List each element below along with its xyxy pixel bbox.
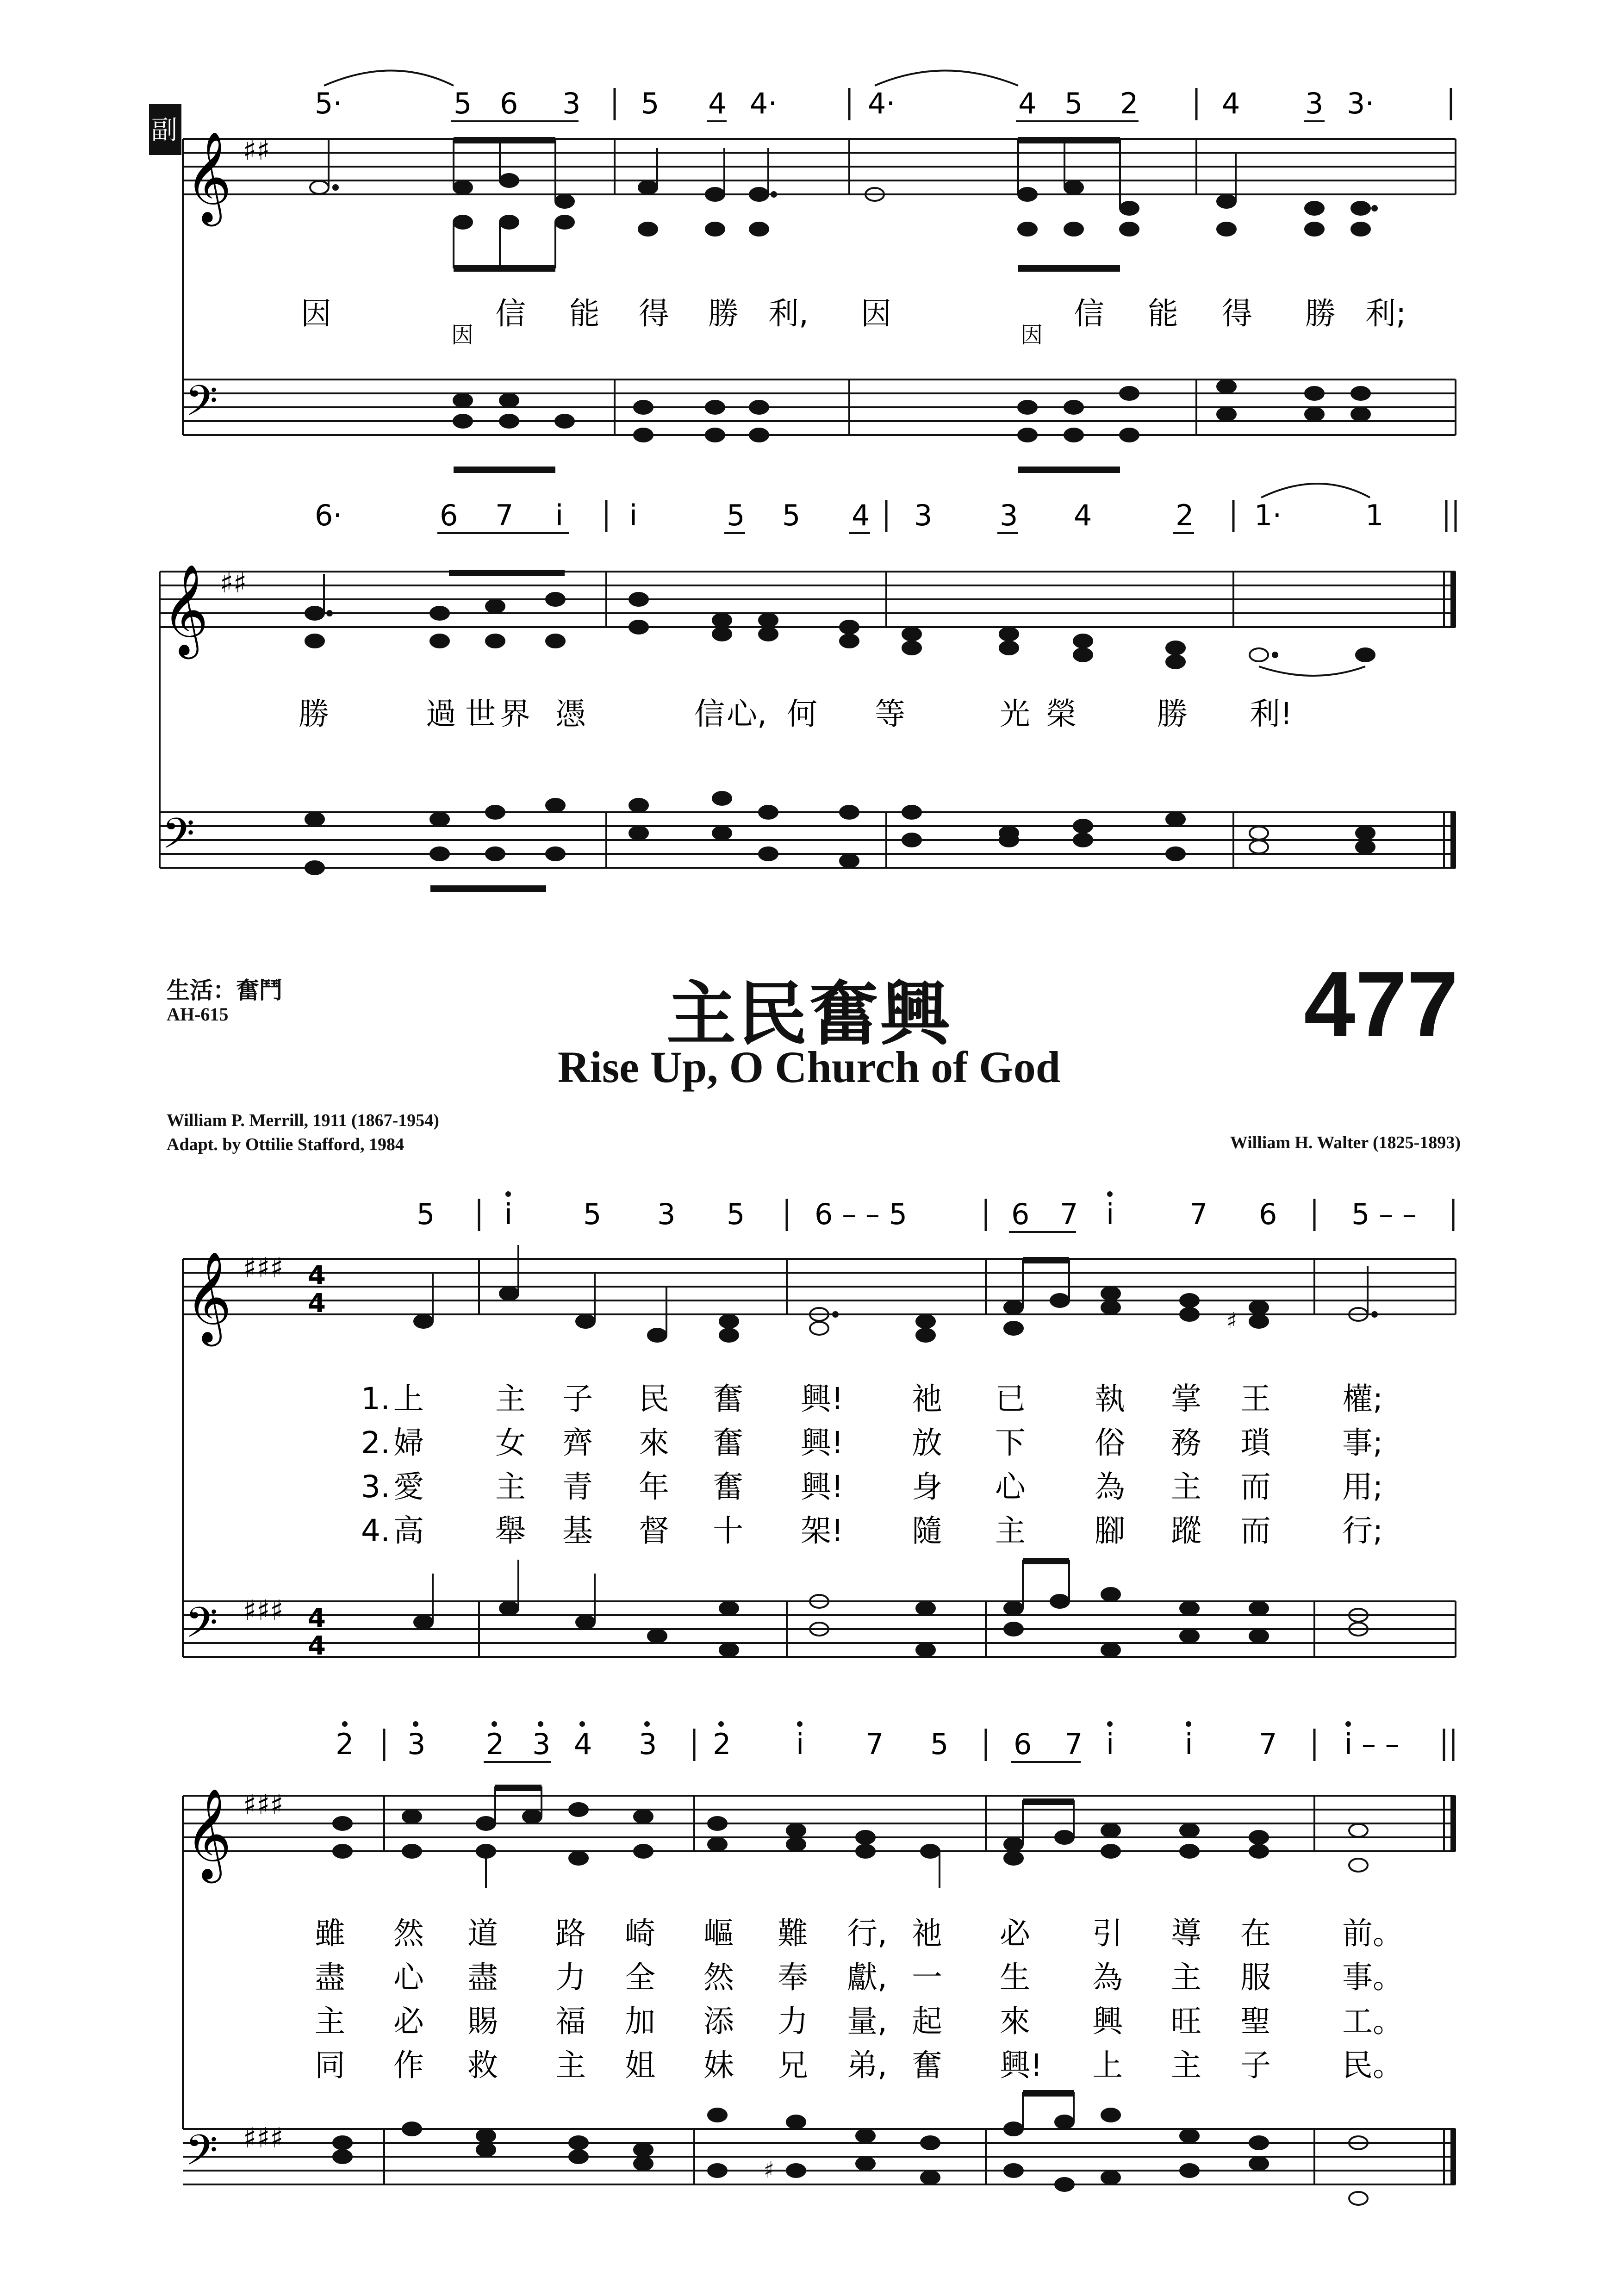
svg-text:i: i	[1106, 1727, 1114, 1761]
svg-text:1: 1	[1365, 498, 1384, 532]
svg-text:興!: 興!	[1000, 2047, 1043, 2083]
hymn-477-score	[0, 1157, 1618, 2291]
svg-text:妹: 妹	[703, 2047, 734, 2083]
svg-text:瑣: 瑣	[1240, 1425, 1271, 1461]
svg-text:3: 3	[562, 87, 581, 120]
verse-1-line-1	[361, 1381, 1383, 1417]
svg-text:奮: 奮	[713, 1381, 743, 1417]
svg-text:♯: ♯	[764, 2157, 775, 2183]
treble-clef-icon: 𝄞	[162, 564, 209, 655]
svg-text:2: 2	[486, 1727, 504, 1761]
svg-text:興!: 興!	[801, 1425, 844, 1461]
hymn-notes-bass-2	[333, 2092, 1368, 2205]
svg-text:引: 引	[1092, 1916, 1123, 1951]
verse-4-line-1	[361, 1513, 1383, 1549]
svg-text:嶇: 嶇	[703, 1916, 734, 1951]
svg-text:1·: 1·	[1254, 498, 1282, 532]
svg-text:生: 生	[1000, 1960, 1030, 1995]
svg-text:3·: 3·	[1347, 87, 1375, 120]
svg-text:心,: 心,	[727, 696, 767, 732]
svg-text:利;: 利;	[1365, 296, 1406, 331]
svg-text:盡: 盡	[315, 1960, 345, 1995]
svg-text:獻,: 獻,	[847, 1960, 887, 1995]
svg-text:3: 3	[532, 1727, 551, 1761]
svg-text:主: 主	[495, 1381, 526, 1417]
svg-text:3: 3	[914, 498, 933, 532]
svg-text:3: 3	[1000, 498, 1018, 532]
time-signature-icon: 4	[308, 1261, 326, 1291]
svg-text:來: 來	[1000, 2004, 1030, 2039]
treble-clef-icon: 𝄞	[185, 1251, 232, 1343]
svg-text:在: 在	[1240, 1916, 1271, 1951]
svg-text:前。: 前。	[1342, 1916, 1403, 1951]
svg-text:界: 界	[500, 696, 530, 732]
svg-text:執: 執	[1095, 1381, 1125, 1417]
svg-text:子: 子	[562, 1381, 593, 1417]
key-signature-a-major-icon: ♯♯♯	[243, 1789, 284, 1821]
svg-text:上: 上	[393, 1381, 424, 1417]
verse-3-line-2	[315, 2004, 1403, 2039]
svg-text:♯: ♯	[1226, 1308, 1238, 1334]
svg-text:i: i	[1185, 1727, 1193, 1761]
svg-text:腳: 腳	[1095, 1513, 1125, 1549]
svg-text:3: 3	[1305, 87, 1324, 120]
svg-text:何: 何	[787, 696, 817, 732]
svg-text:5: 5	[930, 1727, 949, 1761]
svg-text:2: 2	[1120, 87, 1139, 120]
bass-clef-icon: 𝄢	[185, 1598, 218, 1657]
hymn-verses-block-1	[361, 1381, 1383, 1549]
svg-text:3: 3	[639, 1727, 657, 1761]
key-signature-a-major-icon: ♯♯♯	[243, 2122, 284, 2154]
svg-text:5·: 5·	[315, 87, 342, 120]
verse-1-line-2	[315, 1916, 1403, 1951]
svg-text:道: 道	[467, 1916, 498, 1951]
svg-text:救: 救	[467, 2047, 498, 2083]
svg-text:然: 然	[393, 1916, 424, 1951]
svg-text:等: 等	[875, 696, 905, 732]
svg-text:聖: 聖	[1240, 2004, 1271, 2039]
svg-text:女: 女	[495, 1425, 526, 1461]
svg-text:因: 因	[451, 322, 474, 348]
svg-text:架!: 架!	[801, 1513, 844, 1549]
svg-text:6·: 6·	[315, 498, 342, 532]
bass-clef-icon: 𝄢	[162, 809, 195, 868]
svg-text:身: 身	[912, 1469, 942, 1505]
svg-text:事;: 事;	[1342, 1425, 1383, 1461]
svg-text:祂: 祂	[912, 1381, 942, 1417]
treble-clef-icon: 𝄞	[185, 1788, 232, 1879]
svg-text:5: 5	[1064, 87, 1083, 120]
prev-treble-staff-1	[183, 139, 1456, 435]
hymn-verses-block-2	[315, 1916, 1403, 2083]
svg-text:俗: 俗	[1095, 1425, 1125, 1461]
svg-text:7: 7	[1189, 1197, 1208, 1231]
svg-text:為: 為	[1095, 1469, 1125, 1505]
verse-2-line-1	[361, 1425, 1383, 1461]
svg-text:放: 放	[912, 1425, 942, 1461]
svg-text:量,: 量,	[847, 2004, 887, 2039]
svg-text:1.: 1.	[361, 1381, 390, 1417]
svg-text:齊: 齊	[562, 1425, 593, 1461]
svg-text:5: 5	[727, 1197, 745, 1231]
svg-text:4·: 4·	[750, 87, 778, 120]
svg-text:4: 4	[852, 498, 870, 532]
svg-text:旺: 旺	[1171, 2004, 1201, 2039]
svg-text:因: 因	[1021, 322, 1043, 348]
svg-text:奮: 奮	[713, 1469, 743, 1505]
svg-text:督: 督	[639, 1513, 669, 1549]
svg-text:弟,: 弟,	[847, 2047, 887, 2083]
svg-text:一: 一	[912, 1960, 942, 1995]
svg-text:民。: 民。	[1342, 2047, 1403, 2083]
svg-text:3: 3	[407, 1727, 426, 1761]
svg-text:能: 能	[1148, 296, 1178, 331]
svg-text:信: 信	[1074, 296, 1104, 331]
svg-text:事。: 事。	[1342, 1960, 1403, 1995]
hymn-code: AH-615	[167, 1004, 229, 1025]
svg-text:i: i	[555, 498, 564, 532]
svg-text:同: 同	[315, 2047, 345, 2083]
svg-text:6: 6	[1014, 1727, 1032, 1761]
svg-text:i: i	[629, 498, 638, 532]
svg-text:3.: 3.	[361, 1469, 390, 1505]
words-credit	[167, 1108, 439, 1157]
svg-text:全: 全	[625, 1960, 655, 1995]
svg-text:5: 5	[727, 498, 745, 532]
svg-text:民: 民	[639, 1381, 669, 1417]
svg-text:i – –: i – –	[1344, 1727, 1400, 1761]
svg-text:信: 信	[694, 696, 725, 732]
time-signature-icon: 4	[308, 1631, 326, 1661]
svg-text:榮: 榮	[1046, 696, 1077, 732]
svg-text:4·: 4·	[868, 87, 896, 120]
svg-text:奉: 奉	[778, 1960, 808, 1995]
svg-text:盡: 盡	[467, 1960, 498, 1995]
svg-text:力: 力	[555, 1960, 586, 1995]
svg-text:必: 必	[1000, 1916, 1030, 1951]
svg-text:服: 服	[1240, 1960, 1271, 1995]
previous-hymn-score	[0, 0, 1618, 926]
svg-text:姐: 姐	[625, 2047, 655, 2083]
svg-text:興!: 興!	[801, 1469, 844, 1505]
svg-text:福: 福	[555, 2004, 586, 2039]
hymn-number: 477	[1304, 952, 1458, 1056]
svg-text:7: 7	[1064, 1727, 1083, 1761]
svg-text:工。: 工。	[1342, 2004, 1403, 2039]
svg-text:7: 7	[495, 498, 514, 532]
svg-text:7: 7	[1259, 1727, 1277, 1761]
key-signature-sharps-icon: ♯♯	[243, 134, 270, 167]
time-signature-icon: 4	[308, 1603, 326, 1633]
svg-text:6: 6	[440, 498, 458, 532]
svg-text:主: 主	[555, 2047, 586, 2083]
svg-text:主: 主	[495, 1469, 526, 1505]
verse-3-line-1	[361, 1469, 1383, 1505]
words-adapter: Adapt. by Ottilie Stafford, 1984	[167, 1135, 404, 1154]
svg-text:已: 已	[995, 1381, 1026, 1417]
svg-text:兄: 兄	[778, 2047, 808, 2083]
svg-text:主: 主	[1171, 2047, 1201, 2083]
svg-text:5 – –: 5 – –	[1351, 1197, 1417, 1231]
svg-text:4: 4	[574, 1727, 592, 1761]
svg-text:3: 3	[657, 1197, 676, 1231]
svg-text:年: 年	[639, 1469, 669, 1505]
svg-text:作: 作	[393, 2047, 424, 2083]
key-signature-a-major-icon: ♯♯♯	[243, 1252, 284, 1284]
svg-text:主: 主	[995, 1513, 1026, 1549]
prev-jianpu-line-2	[315, 484, 1456, 533]
svg-text:2: 2	[713, 1727, 731, 1761]
svg-text:子: 子	[1240, 2047, 1271, 2083]
svg-text:而: 而	[1240, 1469, 1271, 1505]
svg-text:4.: 4.	[361, 1513, 390, 1549]
svg-text:2.: 2.	[361, 1425, 390, 1461]
bass-clef-icon: 𝄢	[185, 376, 218, 436]
treble-clef-icon: 𝄞	[185, 131, 232, 223]
svg-text:高: 高	[393, 1513, 424, 1549]
svg-text:7: 7	[1060, 1197, 1078, 1231]
svg-text:i: i	[796, 1727, 804, 1761]
key-signature-sharps-icon: ♯♯	[220, 567, 247, 599]
svg-text:上: 上	[1092, 2047, 1123, 2083]
svg-text:信: 信	[495, 296, 526, 331]
svg-text:過: 過	[426, 696, 456, 732]
svg-text:難: 難	[778, 1916, 808, 1951]
refrain-label: 副	[151, 115, 177, 145]
svg-text:十: 十	[713, 1513, 743, 1549]
svg-text:4: 4	[1018, 87, 1037, 120]
svg-text:為: 為	[1092, 1960, 1123, 1995]
svg-text:心: 心	[995, 1469, 1026, 1505]
svg-text:i: i	[1106, 1197, 1114, 1231]
svg-text:權;: 權;	[1342, 1381, 1383, 1417]
svg-text:蹤: 蹤	[1171, 1513, 1201, 1549]
svg-text:祂: 祂	[912, 1916, 942, 1951]
svg-text:婦: 婦	[393, 1425, 424, 1461]
svg-text:賜: 賜	[467, 2004, 498, 2039]
svg-text:4: 4	[1074, 498, 1092, 532]
svg-text:5: 5	[417, 1197, 435, 1231]
svg-text:興: 興	[1092, 2004, 1123, 2039]
svg-text:然: 然	[703, 1960, 734, 1995]
svg-text:主: 主	[1171, 1469, 1201, 1505]
svg-text:路: 路	[555, 1916, 586, 1951]
svg-text:加: 加	[625, 2004, 655, 2039]
svg-text:掌: 掌	[1171, 1381, 1201, 1417]
prev-lyrics-line-1	[301, 296, 1406, 348]
svg-text:勝: 勝	[1305, 296, 1336, 331]
hymn-title-zh: 主民奮興	[666, 973, 952, 1055]
svg-text:利!: 利!	[1250, 696, 1293, 732]
verse-4-line-2	[315, 2047, 1403, 2083]
svg-text:興!: 興!	[801, 1381, 844, 1417]
svg-text:導: 導	[1171, 1916, 1201, 1951]
svg-text:光: 光	[1000, 696, 1030, 732]
svg-text:隨: 隨	[912, 1513, 942, 1549]
svg-text:主: 主	[315, 2004, 345, 2039]
svg-text:6 – – 5: 6 – – 5	[815, 1197, 908, 1231]
svg-text:4: 4	[1222, 87, 1240, 120]
svg-text:5: 5	[454, 87, 472, 120]
svg-text:行,: 行,	[847, 1916, 887, 1951]
svg-text:崎: 崎	[625, 1916, 655, 1951]
svg-text:2: 2	[1176, 498, 1194, 532]
prev-lyrics-line-2	[299, 696, 1292, 732]
svg-text:勝: 勝	[299, 696, 329, 732]
svg-text:7: 7	[865, 1727, 884, 1761]
svg-text:6: 6	[1259, 1197, 1277, 1231]
svg-text:4: 4	[708, 87, 727, 120]
svg-text:因: 因	[861, 296, 891, 331]
svg-text:舉: 舉	[495, 1513, 526, 1549]
svg-text:起: 起	[912, 2004, 942, 2039]
svg-text:王: 王	[1240, 1381, 1271, 1417]
svg-text:利,: 利,	[768, 296, 809, 331]
svg-text:能: 能	[569, 296, 600, 331]
hymn-jianpu-line-2	[336, 1721, 1453, 1762]
key-signature-a-major-icon: ♯♯♯	[243, 1594, 284, 1627]
svg-text:行;: 行;	[1342, 1513, 1383, 1549]
svg-text:勝: 勝	[708, 296, 739, 331]
hymn-jianpu-line-1	[417, 1191, 1453, 1232]
svg-text:勝: 勝	[1157, 696, 1188, 732]
svg-text:務: 務	[1171, 1425, 1201, 1461]
svg-text:2: 2	[336, 1727, 354, 1761]
svg-text:力: 力	[778, 2004, 808, 2039]
svg-text:世: 世	[465, 696, 496, 732]
svg-text:主: 主	[1171, 1960, 1201, 1995]
svg-text:下: 下	[995, 1425, 1026, 1461]
svg-text:基: 基	[562, 1513, 593, 1549]
svg-text:雖: 雖	[315, 1916, 345, 1951]
bass-clef-icon: 𝄢	[185, 2126, 218, 2185]
words-author: William P. Merrill, 1911 (1867-1954)	[167, 1111, 439, 1130]
prev-notes-treble-1	[310, 139, 1377, 268]
hymn-notes-bass-1	[414, 1560, 1368, 1656]
prev-bass-staff-1	[183, 380, 1456, 435]
svg-text:5: 5	[641, 87, 660, 120]
prev-jianpu-line-1	[315, 71, 1451, 122]
svg-text:6: 6	[500, 87, 518, 120]
prev-notes-treble-2	[305, 573, 1375, 676]
hymn-title-en: Rise Up, O Church of God	[557, 1042, 1061, 1092]
svg-text:憑: 憑	[555, 696, 586, 732]
svg-text:愛: 愛	[393, 1469, 424, 1505]
svg-text:得: 得	[1222, 296, 1252, 331]
svg-text:奮: 奮	[912, 2047, 942, 2083]
svg-text:來: 來	[639, 1425, 669, 1461]
svg-text:6: 6	[1011, 1197, 1030, 1231]
svg-text:青: 青	[562, 1469, 593, 1505]
time-signature-icon: 4	[308, 1288, 326, 1319]
svg-text:心: 心	[393, 1960, 424, 1995]
verse-2-line-2	[315, 1960, 1403, 1995]
svg-text:奮: 奮	[713, 1425, 743, 1461]
hymn-category: 生活：奮鬥	[167, 977, 282, 1004]
svg-text:5: 5	[782, 498, 801, 532]
svg-text:5: 5	[583, 1197, 602, 1231]
svg-text:添: 添	[703, 2004, 734, 2039]
svg-text:用;: 用;	[1342, 1469, 1383, 1505]
music-credit: William H. Walter (1825-1893)	[1230, 1133, 1461, 1152]
svg-text:因: 因	[301, 296, 331, 331]
svg-text:而: 而	[1240, 1513, 1271, 1549]
svg-text:i: i	[504, 1197, 513, 1231]
svg-text:必: 必	[393, 2004, 424, 2039]
svg-text:得: 得	[639, 296, 669, 331]
